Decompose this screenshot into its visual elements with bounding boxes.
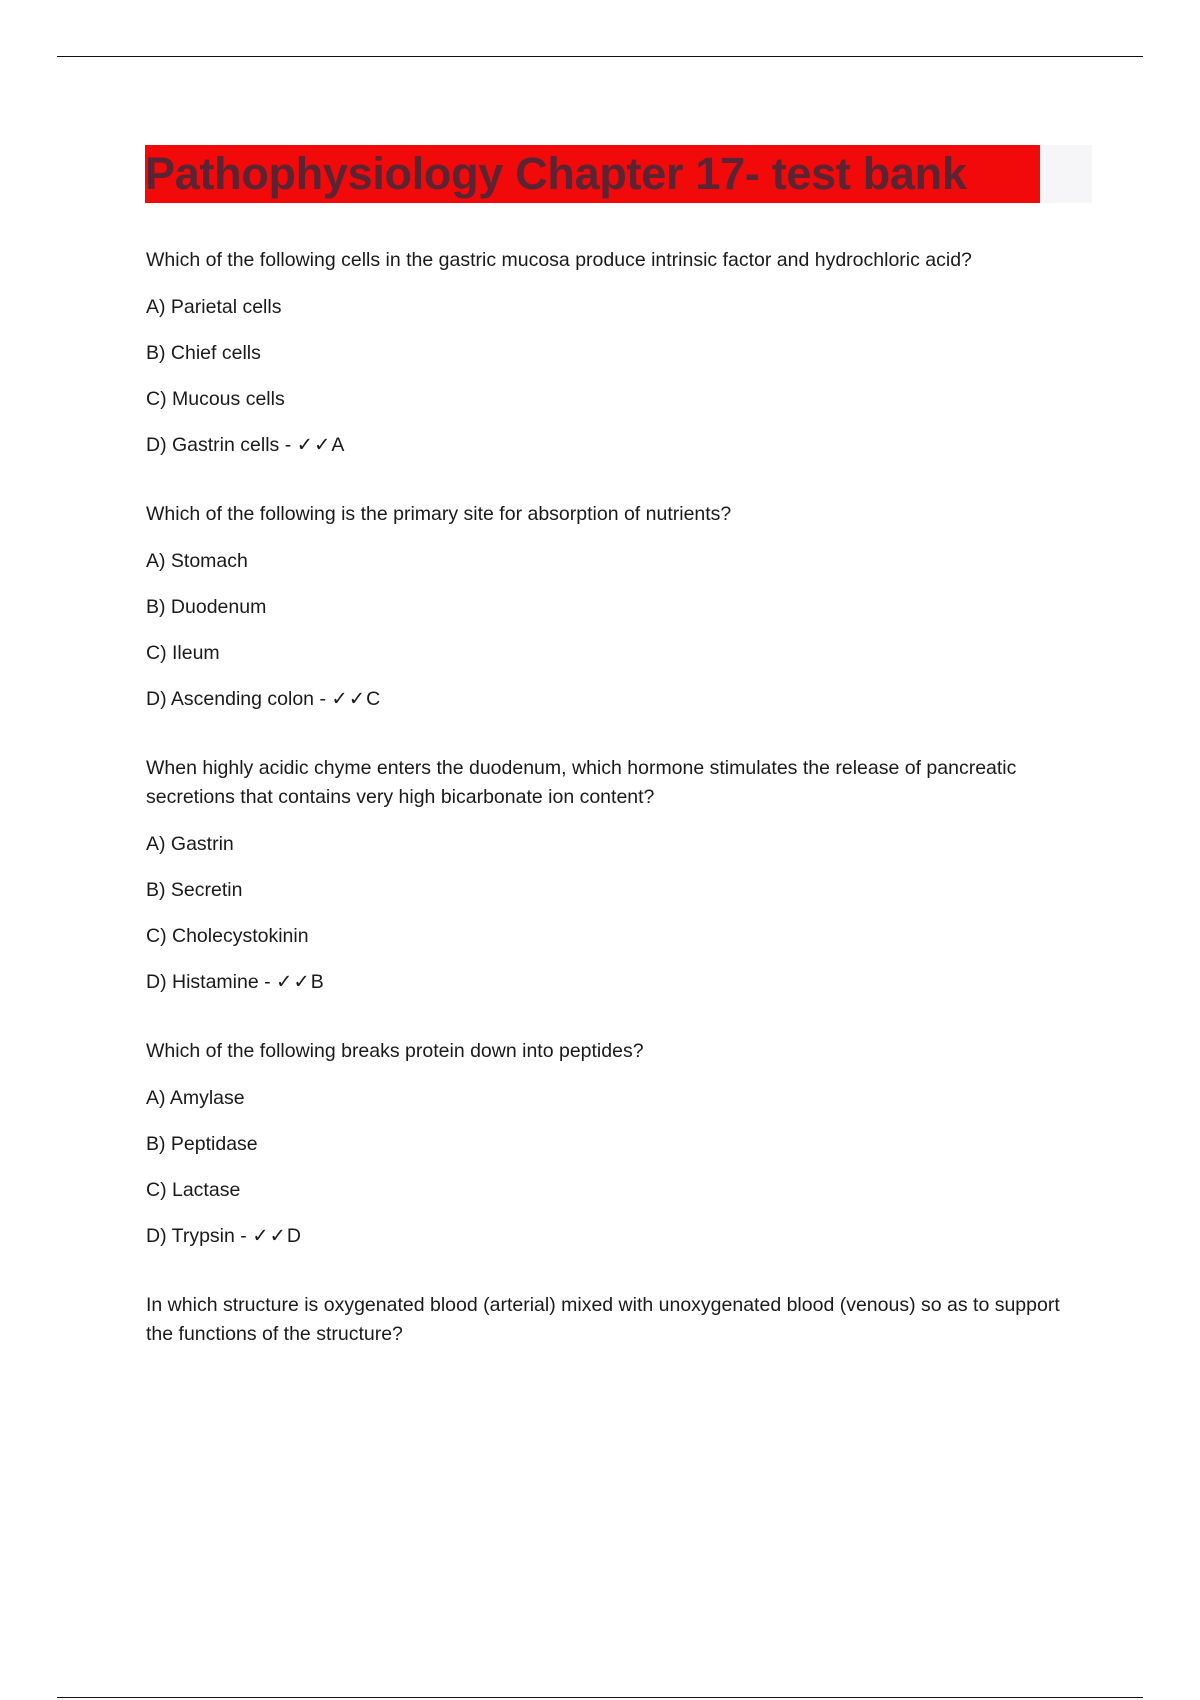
option-d: D) Trypsin - ✓✓D — [146, 1225, 301, 1247]
option-d: D) Histamine - ✓✓B — [146, 971, 324, 993]
option-a: A) Stomach — [146, 550, 248, 572]
option-a: A) Amylase — [146, 1087, 245, 1109]
header-rule — [57, 56, 1143, 57]
question-text: Which of the following is the primary site for absorption of nutrients? — [146, 503, 732, 525]
checkmark-icon: ✓✓ — [276, 971, 311, 993]
question-text: When highly acidic chyme enters the duodenum, which hormone stimulates the release of pancreatic secretions that contains very high bicarbonate ion content? — [146, 757, 1017, 808]
option-a: A) Parietal cells — [146, 296, 282, 318]
question-4 — [146, 1037, 1076, 1251]
option-c: C) Lactase — [146, 1179, 241, 1201]
answer-key: C — [366, 688, 381, 710]
question-text: In which structure is oxygenated blood (arterial) mixed with unoxygenated blood (venous) so as to support the functions of the structure? — [146, 1294, 1060, 1345]
question-3 — [146, 754, 1076, 997]
answer-key: B — [310, 971, 324, 993]
answer-key: D — [286, 1225, 301, 1247]
option-d-label: D) Gastrin cells — [146, 434, 280, 456]
option-d: D) Ascending colon - ✓✓C — [146, 688, 381, 710]
option-d-label: D) Histamine — [146, 971, 259, 993]
title-banner — [145, 145, 1092, 203]
question-list — [146, 246, 1076, 1389]
checkmark-icon: ✓✓ — [296, 434, 332, 456]
option-d-label: D) Trypsin — [146, 1225, 235, 1247]
answer-key: A — [331, 434, 345, 456]
question-2 — [146, 500, 1076, 714]
question-1 — [146, 246, 1076, 460]
option-c: C) Cholecystokinin — [146, 925, 309, 947]
option-b: B) Duodenum — [146, 596, 267, 618]
option-a: A) Gastrin — [146, 833, 234, 855]
option-b: B) Secretin — [146, 879, 243, 901]
checkmark-icon: ✓✓ — [252, 1225, 287, 1247]
document-title: Pathophysiology Chapter 17- test bank — [145, 145, 1040, 203]
question-5 — [146, 1291, 1076, 1349]
option-b: B) Chief cells — [146, 342, 261, 364]
option-c: C) Ileum — [146, 642, 220, 664]
option-c: C) Mucous cells — [146, 388, 285, 410]
question-text: Which of the following cells in the gastric mucosa produce intrinsic factor and hydrochloric acid? — [146, 249, 972, 271]
question-text: Which of the following breaks protein down into peptides? — [146, 1040, 644, 1062]
option-d: D) Gastrin cells - ✓✓A — [146, 434, 345, 456]
footer-rule — [57, 1697, 1143, 1698]
checkmark-icon: ✓✓ — [331, 688, 367, 710]
option-b: B) Peptidase — [146, 1133, 258, 1155]
option-d-label: D) Ascending colon — [146, 688, 315, 710]
